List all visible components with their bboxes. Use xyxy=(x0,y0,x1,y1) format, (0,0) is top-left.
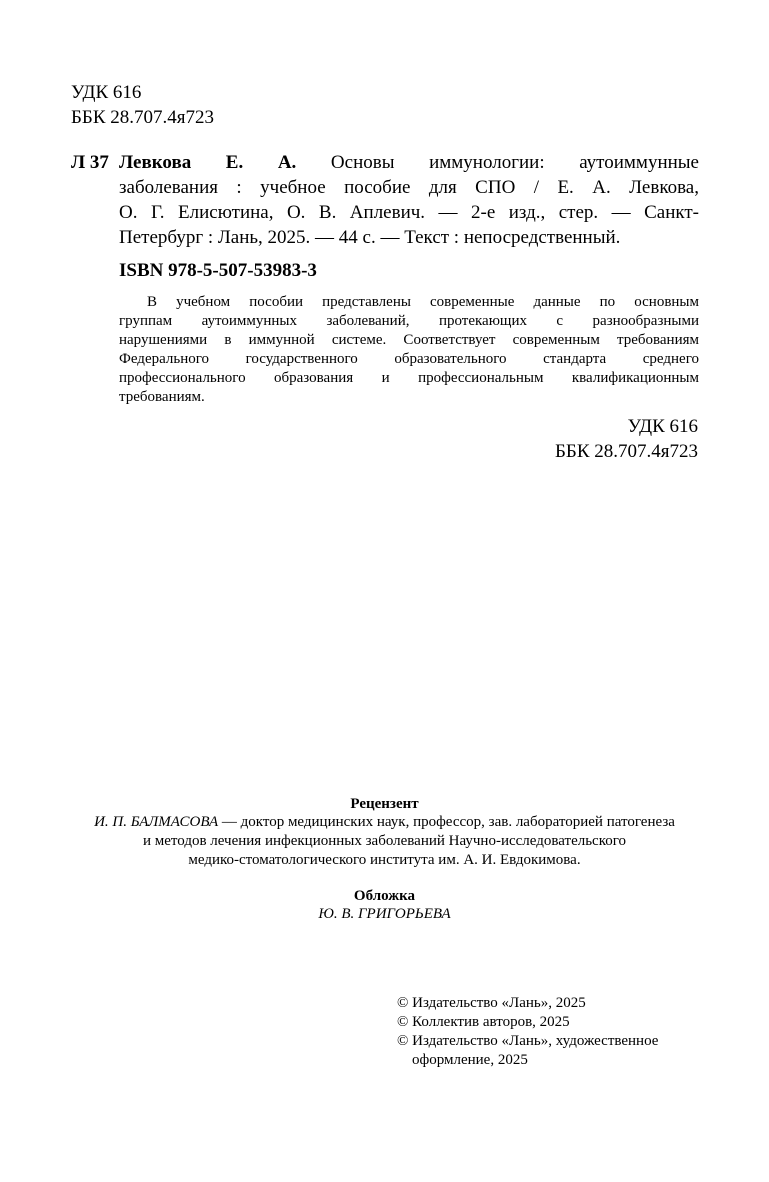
annotation xyxy=(119,293,699,407)
annotation-line-2: группам аутоиммунных заболеваний, протекающих с разнообразными xyxy=(119,313,699,329)
udk-bottom: УДК 616 xyxy=(627,416,698,437)
annotation-line-5: профессионального образования и профессиональным квалификационным xyxy=(119,370,699,386)
reviewer-line-2: и методов лечения инфекционных заболеваний Научно-исследовательского xyxy=(142,833,627,849)
reviewer-line-3: медико-стоматологического института им. А. И. Евдокимова. xyxy=(188,852,581,868)
annotation-line-6: требованиям. xyxy=(119,389,205,405)
catalog-code: Л 37 xyxy=(71,152,109,173)
catalog-line-1 xyxy=(119,150,699,175)
annotation-line-4: Федерального государственного образовательного стандарта среднего xyxy=(119,351,699,367)
catalog-line-2: заболевания : учебное пособие для СПО / Е. А. Левкова, xyxy=(119,177,699,198)
catalog-entry xyxy=(119,150,699,250)
catalog-line-3: О. Г. Елисютина, О. В. Аплевич. — 2-е изд., стер. — Санкт- xyxy=(119,202,699,223)
annotation-line-1: В учебном пособии представлены современные данные по основным xyxy=(147,294,699,310)
copyright-line-1: © Издательство «Лань», 2025 xyxy=(397,995,586,1011)
catalog-line-4: Петербург : Лань, 2025. — 44 с. — Текст : непосредственный. xyxy=(119,227,621,248)
cover-heading: Обложка xyxy=(353,888,416,904)
cover-name: Ю. В. ГРИГОРЬЕВА xyxy=(318,906,451,922)
bbk-bottom: ББК 28.707.4я723 xyxy=(555,441,698,462)
reviewer-block xyxy=(0,813,769,870)
reviewer-heading: Рецензент xyxy=(350,796,419,812)
bbk-top: ББК 28.707.4я723 xyxy=(71,107,214,128)
reviewer-name: И. П. БАЛМАСОВА xyxy=(94,814,219,830)
annotation-line-3: нарушениями в иммунной системе. Соответствует современным требованиям xyxy=(119,332,699,348)
reviewer-line-1-rest: — доктор медицинских наук, профессор, зав. лабораторией патогенеза xyxy=(218,814,675,830)
copyright-line-3: © Издательство «Лань», художественное xyxy=(397,1033,659,1049)
copyright-line-2: © Коллектив авторов, 2025 xyxy=(397,1014,570,1030)
copyright-block xyxy=(397,994,717,1070)
catalog-desc-1: Основы иммунологии: аутоиммунные xyxy=(330,152,699,173)
isbn: ISBN 978-5-507-53983-3 xyxy=(119,260,317,281)
reviewer-line-1 xyxy=(0,813,769,832)
catalog-author: Левкова Е. А. xyxy=(119,152,297,173)
udk-top: УДК 616 xyxy=(71,82,142,103)
copyright-line-4: оформление, 2025 xyxy=(412,1052,528,1068)
